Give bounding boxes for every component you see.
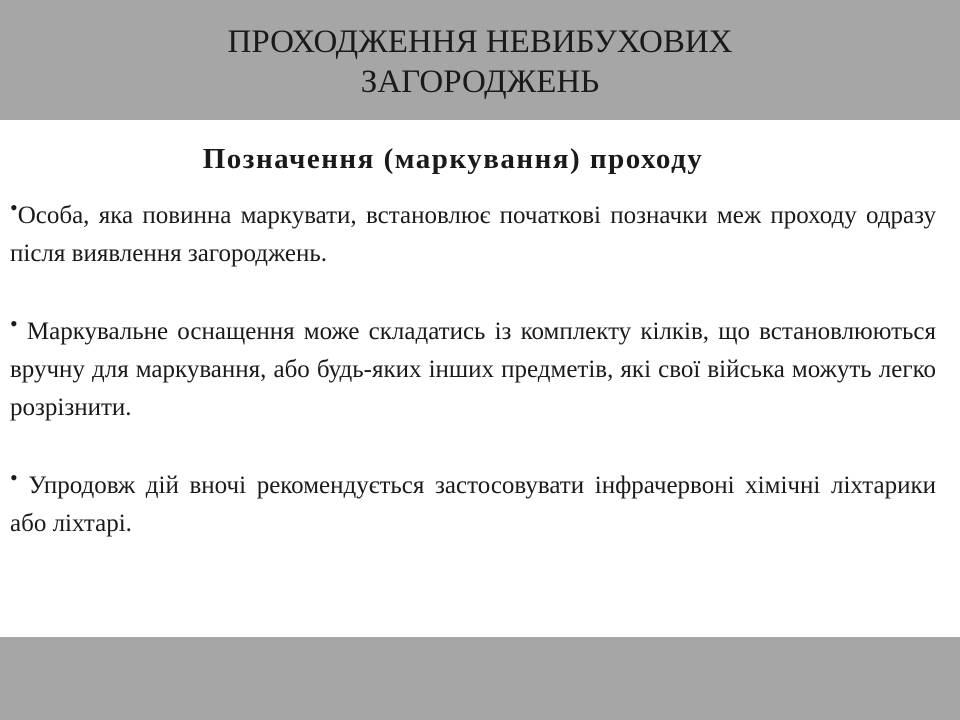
footer-band [0, 637, 960, 720]
bullet-dot-icon: • [10, 311, 18, 336]
slide-title-line-2: ЗАГОРОДЖЕНЬ [360, 64, 600, 100]
slide-title-line-1: ПРОХОДЖЕННЯ НЕВИБУХОВИХ [227, 24, 733, 60]
bullet-item [10, 313, 936, 427]
bullet-dot-icon: • [10, 465, 18, 490]
bullet-text: Упродовж дій вночі рекомендується застосовувати інфрачервоні хімічні ліхтарики або ліхтарі. [10, 472, 936, 537]
bullet-list [10, 197, 936, 583]
section-subtitle: Позначення (маркування) проходу [202, 143, 704, 175]
bullet-text: Особа, яка повинна маркувати, встановлює початкові позначки меж проходу одразу після виявлення загороджень. [10, 202, 936, 267]
bullet-item [10, 467, 936, 543]
slide-title [0, 22, 960, 102]
bullet-dot-icon: • [10, 195, 18, 220]
bullet-text: Маркувальне оснащення може складатись із комплекту кілків, що встановлюються вручну для маркування, або будь-яких інших предметів, які свої війська можуть легко розрізнити. [10, 318, 936, 421]
bullet-item [10, 197, 936, 273]
